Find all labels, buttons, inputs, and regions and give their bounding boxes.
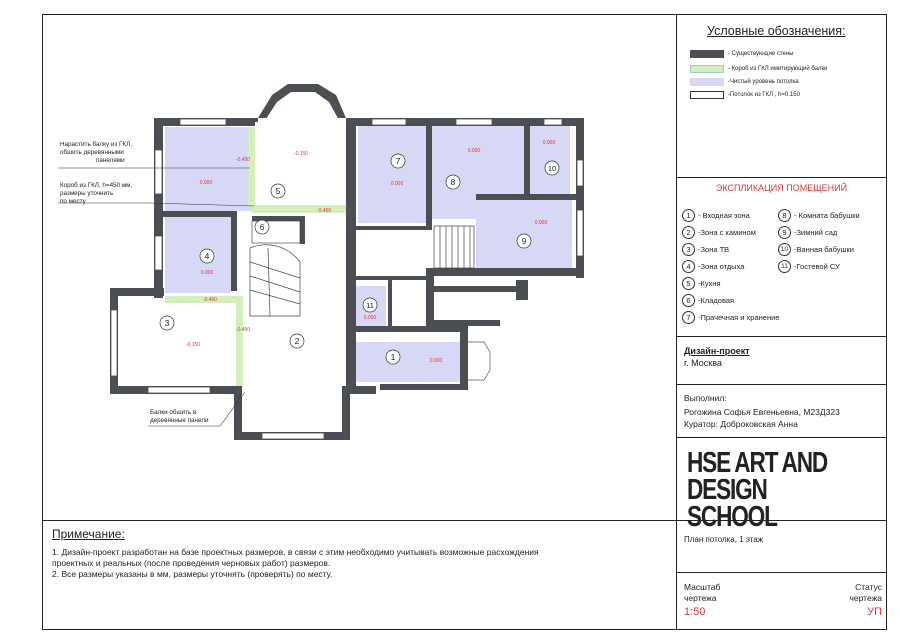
notes-text <box>52 547 652 580</box>
level-label: 0.000 <box>534 220 548 226</box>
explication-label: -Ванная бабушки <box>794 245 854 254</box>
explication-item-1 <box>682 209 750 222</box>
explication-label: -Зона отдыха <box>698 262 745 271</box>
spiral-stair <box>250 245 300 316</box>
room-number-badge: 4 <box>682 260 695 273</box>
logo-line-1: HSE ART AND <box>687 447 828 479</box>
status-label <box>830 582 882 604</box>
scale-label <box>684 582 720 604</box>
wall <box>300 216 305 244</box>
room-number-badge: 10 <box>778 243 791 256</box>
wall <box>428 286 528 292</box>
wall <box>476 194 576 200</box>
entry-door <box>468 342 490 380</box>
explication-item-2 <box>682 226 756 239</box>
wall <box>380 384 468 390</box>
room-7-fill <box>358 125 426 223</box>
window <box>180 119 226 125</box>
explication-label: -Зимний сад <box>794 228 838 237</box>
level-label: 0.000 <box>199 180 213 186</box>
school-logo <box>687 447 853 533</box>
window <box>544 119 562 125</box>
window <box>111 310 117 376</box>
explication-item-3 <box>682 243 729 256</box>
room-number-badge: 8 <box>778 209 791 222</box>
scale-top-line <box>676 572 887 573</box>
room-number-badge: 6 <box>682 294 695 307</box>
legend-item-gkl-ceiling <box>690 91 800 99</box>
legend-swatch-gkl-ceiling <box>690 91 724 99</box>
room-number-10: 10 <box>547 164 557 173</box>
window <box>372 119 406 125</box>
note-line-2: проектных и реальных (после проведения черновых работ) размеров. <box>52 558 331 568</box>
logo-line-2: DESIGN SCHOOL <box>687 474 777 533</box>
level-label: 0.000 <box>390 181 404 187</box>
window <box>262 433 324 439</box>
callout-line: Короб из ГКЛ, h=450 мм, <box>60 182 133 189</box>
scale-value: 1:50 <box>684 606 706 618</box>
explication-item-4 <box>682 260 744 273</box>
spiral-stair-step <box>250 276 300 292</box>
level-label: -0.150 <box>293 151 309 157</box>
explication-item-10 <box>778 243 854 256</box>
scale-label-line-2: чертежа <box>684 593 717 603</box>
curator-name: Куратор: Доброковская Анна <box>684 419 798 429</box>
explication-title: ЭКСПЛИКАЦИЯ ПОМЕЩЕНИЙ <box>715 183 848 193</box>
explication-label: -Прачечная и хранение <box>698 313 780 322</box>
callout-extend-beam <box>60 141 132 165</box>
project-city: г. Москва <box>684 358 722 368</box>
wall <box>356 326 460 332</box>
project-bottom-line <box>676 384 887 385</box>
beam-box <box>251 205 349 213</box>
explication-label: -Гостевой СУ <box>794 262 840 271</box>
door-swing <box>468 342 490 380</box>
wall <box>234 386 242 440</box>
legend-bottom-line <box>676 177 887 178</box>
level-label: 0.000 <box>542 140 556 146</box>
window <box>155 236 162 270</box>
room-number-badge: 5 <box>682 277 695 290</box>
level-label: -0.450 <box>235 327 251 333</box>
wall <box>524 126 530 198</box>
room-number-badge: 2 <box>682 226 695 239</box>
window <box>148 387 210 393</box>
wall <box>516 280 528 300</box>
spiral-stair-step <box>250 262 300 278</box>
callout-beams-wood <box>150 409 208 425</box>
room-10-fill <box>530 125 570 195</box>
legend-label-walls: - Существующие стены <box>728 51 794 57</box>
room-number-8: 8 <box>450 177 456 187</box>
note-line-1: 1. Дизайн-проект разработан на базе проектных размеров, в связи с этим необходимо учитывать возможные расхождения <box>52 547 539 557</box>
legend-item-ceiling-level <box>690 78 799 86</box>
legend-swatch-ceiling-level <box>690 78 724 86</box>
explication-label: -Зона ТВ <box>698 245 730 254</box>
wall <box>356 276 432 280</box>
explication-item-8 <box>778 209 860 222</box>
project-title: Дизайн-проект <box>684 346 750 356</box>
status-label-line-1: Статус <box>855 582 882 592</box>
note-line-3: 2. Все размеры указаны в мм, размеры уточнять (проверять) по месту. <box>52 569 333 579</box>
level-label: 0.000 <box>429 358 443 364</box>
author-bottom-line <box>676 437 887 438</box>
explication-label: -Зона с камином <box>698 228 756 237</box>
level-label: 0.000 <box>467 148 481 154</box>
room-number-2: 2 <box>294 336 300 346</box>
callout-line: размеры уточнить <box>60 190 114 197</box>
explication-label: - Комната бабушки <box>794 211 860 220</box>
room-number-6: 6 <box>259 222 265 232</box>
room-4b-fill <box>165 127 251 211</box>
room-number-badge: 9 <box>778 226 791 239</box>
room-number-5: 5 <box>275 186 281 196</box>
level-label: 0.000 <box>363 315 377 321</box>
window <box>456 119 492 125</box>
wall <box>342 386 350 440</box>
room-number-7: 7 <box>395 156 401 166</box>
level-label: 0.000 <box>200 270 214 276</box>
notes-title: Примечание: <box>52 527 125 541</box>
legend-label-beam-box: - Короб из ГКЛ имитирующий балки <box>728 66 828 72</box>
room-number-11: 11 <box>366 301 374 310</box>
window <box>577 160 583 186</box>
author-name: Рогожина Софья Евгеньевна, М23Д323 <box>684 407 840 417</box>
wall <box>163 211 237 217</box>
explication-label: -Кухня <box>698 279 721 288</box>
kitchen-floor <box>255 122 346 205</box>
room-number-badge: 7 <box>682 311 695 324</box>
room-fills <box>165 125 572 382</box>
explication-item-9 <box>778 226 837 239</box>
beam-box <box>248 127 255 207</box>
done-by-label: Выполнил: <box>684 393 727 403</box>
wall <box>432 268 582 276</box>
room-number-4: 4 <box>204 251 210 261</box>
explication-label: -Кладовая <box>698 296 735 305</box>
spiral-stair-step <box>250 290 300 304</box>
room-number-9: 9 <box>521 236 527 246</box>
room-number-badge: 3 <box>682 243 695 256</box>
legend-title: Условные обозначения: <box>707 24 846 38</box>
scale-label-line-1: Масштаб <box>684 582 721 592</box>
level-label: -0.150 <box>185 342 201 348</box>
room-4-fill <box>165 217 231 293</box>
sheet-name: План потолка, 1 этаж <box>684 535 764 544</box>
wall <box>356 226 432 230</box>
legend-label-gkl-ceiling: -Потолок из ГКЛ , h=0.150 <box>728 92 800 98</box>
explication-item-7 <box>682 311 779 324</box>
bay-window <box>255 84 346 205</box>
callout-line: обшить деревянными <box>60 149 124 156</box>
room-number-badge: 11 <box>778 260 791 273</box>
explication-item-6 <box>682 294 734 307</box>
legend-swatch-walls <box>690 50 724 58</box>
legend-label-ceiling-level: -Чистый уровень потолка <box>728 79 799 85</box>
room-number-badge: 1 <box>682 209 695 222</box>
room-number-1: 1 <box>390 352 396 362</box>
status-value: УП <box>867 606 882 618</box>
level-label: -0.450 <box>202 297 218 303</box>
callout-line: деревянные панели <box>150 417 209 424</box>
callout-line: Балки обшить в <box>150 409 197 416</box>
wall <box>154 118 163 298</box>
level-label: -0.450 <box>316 208 332 214</box>
status-label-line-2: чертежа <box>849 593 882 603</box>
straight-stair-step <box>440 226 470 268</box>
wall <box>110 288 164 296</box>
room-number-3: 3 <box>164 318 170 328</box>
callout-line: Нарастить балку из ГКЛ, <box>60 141 132 148</box>
beam-box <box>236 303 243 387</box>
callout-line: по месту <box>60 198 86 205</box>
legend-swatch-beam-box <box>690 65 724 73</box>
room-1-fill <box>354 342 460 382</box>
wall <box>460 326 468 388</box>
explication-item-5 <box>682 277 721 290</box>
level-label: -0.450 <box>235 157 251 163</box>
explication-item-11 <box>778 260 840 273</box>
wall <box>428 320 500 326</box>
window <box>577 210 583 256</box>
callout-line: панелями <box>96 157 125 164</box>
window <box>155 150 162 194</box>
legend-item-walls <box>690 50 793 58</box>
wall <box>346 118 356 393</box>
explication-label: - Входная зона <box>698 211 750 220</box>
legend-item-beam-box <box>690 65 828 73</box>
explication-bottom-line <box>676 336 887 337</box>
wall <box>231 211 237 291</box>
callout-gkl-box <box>60 182 132 206</box>
wall <box>426 126 432 226</box>
title-block-divider <box>676 14 677 630</box>
wall <box>388 280 392 328</box>
